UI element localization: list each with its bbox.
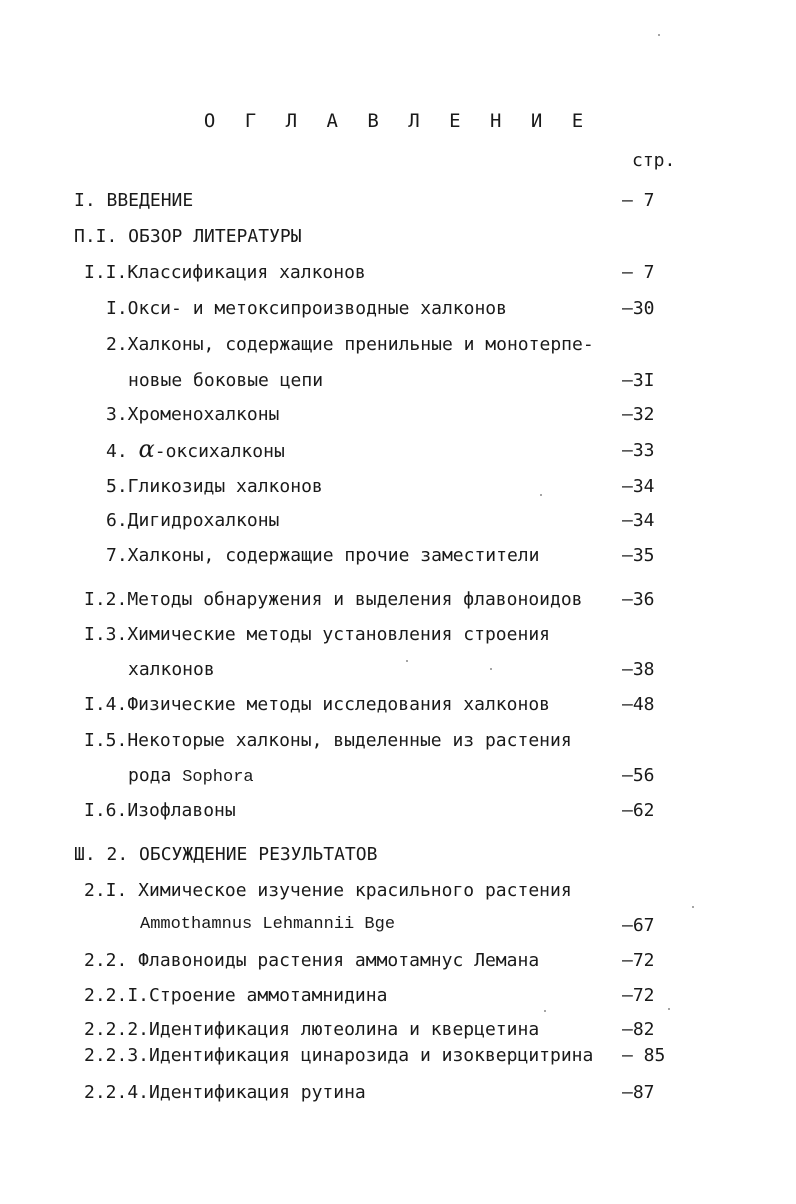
toc-entry-page: –48 (622, 694, 655, 715)
toc-entry-page: –34 (622, 476, 655, 497)
toc-entry-label: 2.2. Флавоноиды растения аммотамнус Лемана (84, 950, 540, 971)
toc-entry-label-suffix: -оксихалконы (154, 441, 285, 462)
scan-speck (540, 494, 542, 496)
toc-entry-label: I.I.Классификация халконов (84, 262, 366, 283)
toc-entry-page: –38 (622, 659, 655, 680)
page-title: О Г Л А В Л Е Н И Е (203, 110, 593, 132)
toc-entry-label-prefix: 4. (106, 441, 139, 462)
toc-entry-page: –67 (622, 915, 655, 936)
toc-entry-label: 2.2.I.Строение аммотамнидина (84, 985, 388, 1006)
toc-entry-label: 6.Дигидрохалконы (106, 510, 280, 531)
toc-entry-page: –33 (622, 440, 655, 461)
toc-entry-label (106, 435, 285, 463)
scan-speck (406, 660, 408, 662)
toc-entry-page: – 85 (622, 1045, 666, 1066)
scan-speck (692, 906, 694, 908)
toc-entry-label: I.3.Химические методы установления строения (84, 624, 550, 645)
toc-entry-label: I.Окси- и метоксипроизводные халконов (106, 298, 507, 319)
toc-entry-label: Ш. 2. ОБСУЖДЕНИЕ РЕЗУЛЬТАТОВ (74, 844, 378, 865)
page-column-label: стр. (632, 150, 676, 171)
toc-entry-label: 3.Хроменохалконы (106, 404, 280, 425)
toc-entry-label: новые боковые цепи (128, 370, 324, 391)
scan-speck (544, 1010, 546, 1012)
toc-entry-page: –32 (622, 404, 655, 425)
toc-entry-page: –72 (622, 950, 655, 971)
toc-entry-label: 2.2.4.Идентификация рутина (84, 1082, 366, 1103)
toc-entry-label: 2.I. Химическое изучение красильного растения (84, 880, 572, 901)
toc-entry-label: I.2.Методы обнаружения и выделения флавоноидов (84, 589, 583, 610)
scan-speck (490, 668, 492, 670)
toc-entry-label: I.4.Физические методы исследования халконов (84, 694, 550, 715)
toc-entry-label: 7.Халконы, содержащие прочие заместители (106, 545, 540, 566)
toc-entry-label: халконов (128, 659, 215, 680)
toc-entry-page: –35 (622, 545, 655, 566)
toc-entry-page: –3I (622, 370, 655, 391)
toc-entry-label-prefix: рода (128, 765, 183, 786)
toc-entry-label: 2.2.3.Идентификация цинарозида и изокверцитрина (84, 1045, 594, 1066)
toc-entry-page: –87 (622, 1082, 655, 1103)
toc-entry-label: I. ВВЕДЕНИЕ (74, 190, 194, 211)
toc-entry-label: 2.2.2.Идентификация лютеолина и кверцетина (84, 1019, 540, 1040)
toc-entry-page: –62 (622, 800, 655, 821)
toc-entry-page: –30 (622, 298, 655, 319)
toc-entry-page: –34 (622, 510, 655, 531)
toc-entry-label (128, 765, 254, 787)
toc-entry-page: –36 (622, 589, 655, 610)
scan-speck (668, 1008, 670, 1010)
toc-entry-label: I.6.Изофлавоны (84, 800, 236, 821)
toc-entry-label: 5.Гликозиды халконов (106, 476, 323, 497)
toc-entry-page: –82 (622, 1019, 655, 1040)
scan-speck (658, 34, 660, 36)
toc-entry-label: I.5.Некоторые халконы, выделенные из растения (84, 730, 572, 751)
toc-entry-latin-name: Ammothamnus Lehmannii Bge (140, 915, 396, 934)
toc-entry-page: –72 (622, 985, 655, 1006)
toc-entry-latin-name: Sophora (182, 768, 254, 787)
toc-entry-page: –56 (622, 765, 655, 786)
toc-entry-label: П.I. ОБЗОР ЛИТЕРАТУРЫ (74, 226, 302, 247)
toc-entry-page: – 7 (622, 190, 655, 211)
alpha-symbol: α (138, 435, 155, 463)
toc-entry-page: – 7 (622, 262, 655, 283)
toc-entry-label: 2.Халконы, содержащие пренильные и монотерпе- (106, 334, 594, 355)
